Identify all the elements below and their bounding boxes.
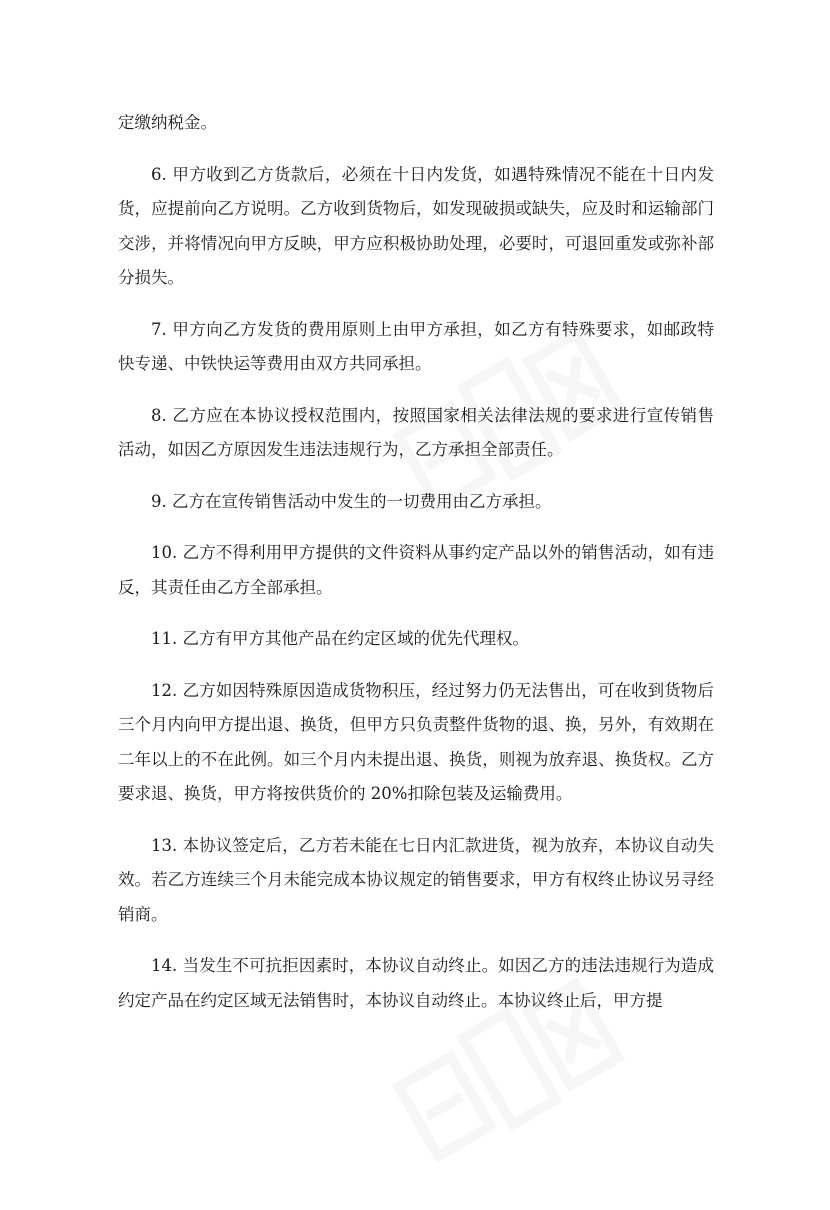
clause-11: 11. 乙方有甲方其他产品在约定区域的优先代理权。 [151,629,529,648]
clause-9: 9. 乙方在宣传销售活动中发生的一切费用由乙方承担。 [151,491,552,511]
clause-7: 7. 甲方向乙方发货的费用原则上由甲方承担，如乙方有特殊要求，如邮政特快专递、中铁快运等费用由双方共同承担。 [118,319,714,373]
clause-12: 12. 乙方如因特殊原因造成货物积压，经过努力仍无法售出，可在收到货物后三个月内向甲方提出退、换货，但甲方只负责整件货物的退、换，另外，有效期在二年以上的不在此例。如三个月内未提出退、换货，则视为放弃退、换货权。乙方要求退、换货，甲方将按供货价的 20%扣除包装及运输费用。 [118,680,714,803]
clause-6: 6. 甲方收到乙方货款后，必须在十日内发货，如遇特殊情况不能在十日内发货，应提前向乙方说明。乙方收到货物后，如发现破损或缺失，应及时和运输部门交涉，并将情况向甲方反映，甲方应积极协助处理，必要时，可退回重发或弥补部分损失。 [118,164,714,287]
clause-13: 13. 本协议签定后，乙方若未能在七日内汇款进货，视为放弃，本协议自动失效。若乙方连续三个月未能完成本协议规定的销售要求，甲方有权终止协议另寻经销商。 [118,835,714,924]
clause-10: 10. 乙方不得利用甲方提供的文件资料从事约定产品以外的销售活动，如有违反，其责任由乙方全部承担。 [118,543,714,597]
document-body [118,106,714,1018]
clause-8: 8. 乙方应在本协议授权范围内，按照国家相关法律法规的要求进行宣传销售活动，如因乙方原因发生违法违规行为，乙方承担全部责任。 [118,405,714,459]
paragraph-continuation: 定缴纳税金。 [118,113,217,132]
clause-14: 14. 当发生不可抗拒因素时，本协议自动终止。如因乙方的违法违规行为造成约定产品在约定区域无法销售时，本协议自动终止。本协议终止后，甲方提 [118,956,714,1010]
